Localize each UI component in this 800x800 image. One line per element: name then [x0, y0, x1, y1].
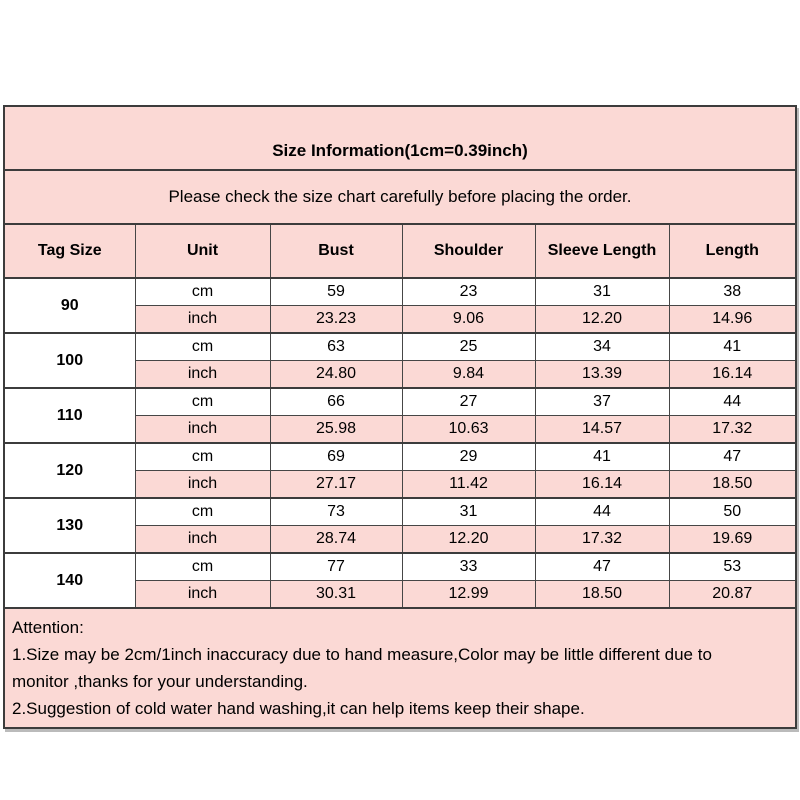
value-cell: 12.20 [535, 306, 669, 334]
value-cell: 31 [402, 498, 535, 526]
value-cell: 44 [669, 388, 796, 416]
value-cell: 38 [669, 278, 796, 306]
tag-size-cell: 110 [4, 388, 135, 443]
tag-size-cell: 140 [4, 553, 135, 608]
value-cell: 23.23 [270, 306, 402, 334]
value-cell: 41 [669, 333, 796, 361]
unit-cell: cm [135, 388, 270, 416]
value-cell: 17.32 [535, 526, 669, 554]
value-cell: 14.96 [669, 306, 796, 334]
column-header-sleeve-length: Sleeve Length [535, 224, 669, 278]
value-cell: 47 [535, 553, 669, 581]
value-cell: 17.32 [669, 416, 796, 444]
value-cell: 20.87 [669, 581, 796, 609]
attention-note-2: 2.Suggestion of cold water hand washing,it can help items keep their shape. [12, 699, 585, 718]
value-cell: 12.99 [402, 581, 535, 609]
table-title: Size Information(1cm=0.39inch) [4, 106, 796, 170]
unit-cell: inch [135, 471, 270, 499]
unit-cell: cm [135, 278, 270, 306]
value-cell: 53 [669, 553, 796, 581]
value-cell: 9.84 [402, 361, 535, 389]
value-cell: 24.80 [270, 361, 402, 389]
value-cell: 12.20 [402, 526, 535, 554]
value-cell: 14.57 [535, 416, 669, 444]
column-header-unit: Unit [135, 224, 270, 278]
value-cell: 50 [669, 498, 796, 526]
tag-size-cell: 120 [4, 443, 135, 498]
value-cell: 69 [270, 443, 402, 471]
value-cell: 23 [402, 278, 535, 306]
value-cell: 30.31 [270, 581, 402, 609]
value-cell: 31 [535, 278, 669, 306]
value-cell: 29 [402, 443, 535, 471]
value-cell: 19.69 [669, 526, 796, 554]
unit-cell: cm [135, 498, 270, 526]
unit-cell: inch [135, 306, 270, 334]
value-cell: 16.14 [535, 471, 669, 499]
value-cell: 27.17 [270, 471, 402, 499]
value-cell: 33 [402, 553, 535, 581]
value-cell: 18.50 [535, 581, 669, 609]
value-cell: 10.63 [402, 416, 535, 444]
value-cell: 77 [270, 553, 402, 581]
table-subtitle: Please check the size chart carefully before placing the order. [4, 170, 796, 224]
value-cell: 34 [535, 333, 669, 361]
attention-note-1-line-2: monitor ,thanks for your understanding. [12, 672, 308, 691]
tag-size-cell: 130 [4, 498, 135, 553]
unit-cell: inch [135, 526, 270, 554]
column-header-shoulder: Shoulder [402, 224, 535, 278]
attention-note-1-line-1: 1.Size may be 2cm/1inch inaccuracy due to hand measure,Color may be little different due to [12, 645, 712, 664]
value-cell: 63 [270, 333, 402, 361]
value-cell: 73 [270, 498, 402, 526]
value-cell: 41 [535, 443, 669, 471]
unit-cell: inch [135, 361, 270, 389]
value-cell: 44 [535, 498, 669, 526]
value-cell: 9.06 [402, 306, 535, 334]
unit-cell: inch [135, 416, 270, 444]
column-header-bust: Bust [270, 224, 402, 278]
tag-size-cell: 100 [4, 333, 135, 388]
attention-heading: Attention: [12, 618, 84, 637]
value-cell: 37 [535, 388, 669, 416]
value-cell: 59 [270, 278, 402, 306]
value-cell: 27 [402, 388, 535, 416]
value-cell: 47 [669, 443, 796, 471]
tag-size-cell: 90 [4, 278, 135, 333]
attention-note [4, 608, 796, 728]
value-cell: 25 [402, 333, 535, 361]
value-cell: 25.98 [270, 416, 402, 444]
value-cell: 11.42 [402, 471, 535, 499]
size-information-table [3, 105, 797, 729]
value-cell: 16.14 [669, 361, 796, 389]
unit-cell: cm [135, 553, 270, 581]
column-header-tag-size: Tag Size [4, 224, 135, 278]
value-cell: 28.74 [270, 526, 402, 554]
column-header-length: Length [669, 224, 796, 278]
unit-cell: cm [135, 443, 270, 471]
unit-cell: inch [135, 581, 270, 609]
value-cell: 18.50 [669, 471, 796, 499]
value-cell: 13.39 [535, 361, 669, 389]
value-cell: 66 [270, 388, 402, 416]
unit-cell: cm [135, 333, 270, 361]
